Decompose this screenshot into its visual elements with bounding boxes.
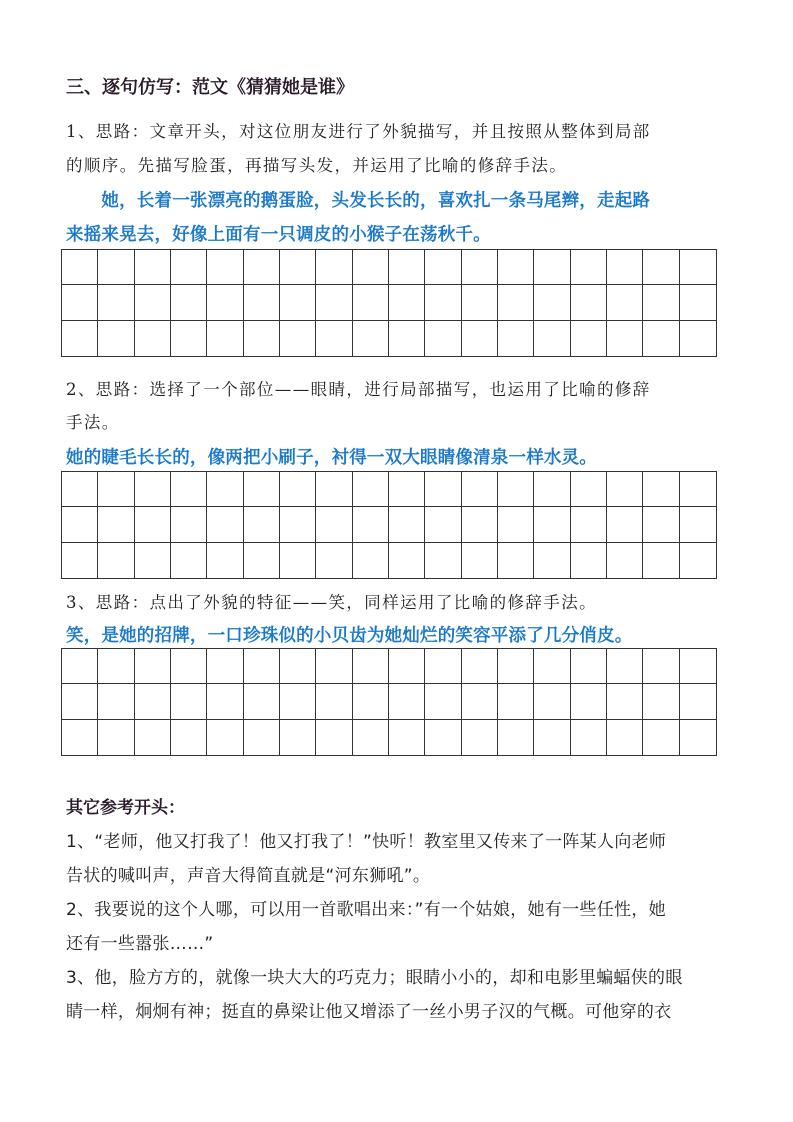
grid-cell[interactable]	[643, 720, 679, 755]
reference-line: 3、他，脸方方的，就像一块大大的巧克力；眼睛小小的，却和电影里蝙蝠侠的眼	[66, 968, 683, 988]
grid-cell[interactable]	[462, 649, 498, 684]
grid-cell[interactable]	[643, 507, 679, 542]
section-title: 三、逐句仿写：范文《猜猜她是谁》	[66, 77, 354, 98]
grid-cell[interactable]	[280, 472, 316, 507]
grid-cell[interactable]	[389, 250, 425, 285]
grid-cell[interactable]	[244, 250, 280, 285]
example-sentence: 她，长着一张漂亮的鹅蛋脸，头发长长的，喜欢扎一条马尾辫，走起路	[66, 191, 651, 211]
grid-cell[interactable]	[316, 649, 352, 684]
grid-cell[interactable]	[534, 684, 570, 719]
grid-cell[interactable]	[98, 285, 134, 320]
grid-cell[interactable]	[135, 321, 171, 356]
grid-cell[interactable]	[607, 507, 643, 542]
grid-cell[interactable]	[425, 285, 461, 320]
example-sentence: 笑，是她的招牌，一口珍珠似的小贝齿为她灿烂的笑容平添了几分俏皮。	[66, 626, 633, 646]
grid-cell[interactable]	[171, 472, 207, 507]
grid-cell[interactable]	[62, 472, 98, 507]
grid-cell[interactable]	[425, 250, 461, 285]
grid-cell[interactable]	[571, 250, 607, 285]
grid-cell[interactable]	[462, 285, 498, 320]
grid-cell[interactable]	[316, 472, 352, 507]
grid-cell[interactable]	[280, 321, 316, 356]
idea-text: 3、思路：点出了外貌的特征——笑，同样运用了比喻的修辞手法。	[66, 593, 597, 612]
grid-cell[interactable]	[680, 720, 716, 755]
grid-cell[interactable]	[643, 684, 679, 719]
grid-cell[interactable]	[135, 684, 171, 719]
grid-cell[interactable]	[462, 321, 498, 356]
grid-cell[interactable]	[643, 321, 679, 356]
grid-cell[interactable]	[607, 250, 643, 285]
grid-cell[interactable]	[280, 684, 316, 719]
grid-cell[interactable]	[353, 684, 389, 719]
grid-cell[interactable]	[98, 720, 134, 755]
grid-cell[interactable]	[571, 507, 607, 542]
grid-cell[interactable]	[353, 321, 389, 356]
grid-cell[interactable]	[280, 720, 316, 755]
grid-cell[interactable]	[62, 507, 98, 542]
reference-line: 1、“老师，他又打我了！他又打我了！”快听！教室里又传来了一阵某人向老师	[66, 832, 667, 852]
grid-cell[interactable]	[244, 321, 280, 356]
grid-cell[interactable]	[62, 649, 98, 684]
grid-cell[interactable]	[207, 507, 243, 542]
grid-cell[interactable]	[353, 472, 389, 507]
grid-cell[interactable]	[389, 507, 425, 542]
writing-grid[interactable]	[61, 249, 717, 357]
grid-cell[interactable]	[389, 543, 425, 578]
grid-cell[interactable]	[207, 285, 243, 320]
grid-cell[interactable]	[98, 507, 134, 542]
grid-cell[interactable]	[643, 472, 679, 507]
grid-cell[interactable]	[425, 649, 461, 684]
grid-cell[interactable]	[353, 250, 389, 285]
grid-cell[interactable]	[62, 321, 98, 356]
grid-cell[interactable]	[244, 507, 280, 542]
grid-cell[interactable]	[680, 250, 716, 285]
grid-cell[interactable]	[244, 649, 280, 684]
grid-cell[interactable]	[498, 684, 534, 719]
grid-cell[interactable]	[62, 285, 98, 320]
grid-cell[interactable]	[534, 321, 570, 356]
grid-cell[interactable]	[571, 543, 607, 578]
grid-cell[interactable]	[534, 507, 570, 542]
grid-cell[interactable]	[571, 472, 607, 507]
grid-cell[interactable]	[462, 250, 498, 285]
grid-cell[interactable]	[207, 321, 243, 356]
grid-cell[interactable]	[680, 472, 716, 507]
grid-cell[interactable]	[462, 507, 498, 542]
grid-cell[interactable]	[389, 720, 425, 755]
grid-cell[interactable]	[316, 321, 352, 356]
grid-cell[interactable]	[98, 649, 134, 684]
grid-cell[interactable]	[135, 285, 171, 320]
grid-cell[interactable]	[280, 543, 316, 578]
grid-cell[interactable]	[62, 720, 98, 755]
grid-cell[interactable]	[607, 285, 643, 320]
grid-cell[interactable]	[171, 507, 207, 542]
grid-cell[interactable]	[207, 250, 243, 285]
grid-cell[interactable]	[207, 684, 243, 719]
grid-cell[interactable]	[498, 649, 534, 684]
grid-cell[interactable]	[607, 649, 643, 684]
grid-cell[interactable]	[389, 321, 425, 356]
grid-cell[interactable]	[316, 250, 352, 285]
grid-cell[interactable]	[171, 720, 207, 755]
grid-cell[interactable]	[425, 321, 461, 356]
grid-cell[interactable]	[316, 543, 352, 578]
grid-cell[interactable]	[135, 543, 171, 578]
idea-text: 手法。	[66, 413, 120, 432]
grid-cell[interactable]	[353, 285, 389, 320]
grid-cell[interactable]	[571, 720, 607, 755]
grid-cell[interactable]	[680, 507, 716, 542]
grid-cell[interactable]	[353, 543, 389, 578]
grid-cell[interactable]	[280, 250, 316, 285]
grid-cell[interactable]	[498, 507, 534, 542]
grid-cell[interactable]	[425, 684, 461, 719]
grid-cell[interactable]	[571, 285, 607, 320]
grid-cell[interactable]	[171, 543, 207, 578]
grid-cell[interactable]	[98, 472, 134, 507]
grid-cell[interactable]	[498, 472, 534, 507]
grid-cell[interactable]	[680, 285, 716, 320]
grid-cell[interactable]	[680, 321, 716, 356]
grid-cell[interactable]	[98, 543, 134, 578]
grid-cell[interactable]	[280, 649, 316, 684]
grid-cell[interactable]	[171, 684, 207, 719]
reference-line: 睛一样，炯炯有神；挺直的鼻梁让他又增添了一丝小男子汉的气概。可他穿的衣	[66, 1002, 672, 1022]
grid-cell[interactable]	[607, 684, 643, 719]
grid-cell[interactable]	[353, 507, 389, 542]
grid-cell[interactable]	[571, 649, 607, 684]
references-title: 其它参考开头：	[66, 798, 185, 818]
grid-cell[interactable]	[207, 543, 243, 578]
grid-cell[interactable]	[207, 472, 243, 507]
grid-cell[interactable]	[244, 720, 280, 755]
grid-cell[interactable]	[389, 285, 425, 320]
grid-cell[interactable]	[389, 684, 425, 719]
grid-cell[interactable]	[534, 250, 570, 285]
grid-cell[interactable]	[135, 720, 171, 755]
grid-cell[interactable]	[62, 684, 98, 719]
grid-cell[interactable]	[98, 250, 134, 285]
grid-cell[interactable]	[534, 720, 570, 755]
grid-cell[interactable]	[98, 684, 134, 719]
grid-cell[interactable]	[571, 321, 607, 356]
idea-text: 1、思路：文章开头，对这位朋友进行了外貌描写，并且按照从整体到局部	[66, 122, 651, 141]
grid-cell[interactable]	[680, 649, 716, 684]
idea-text: 2、思路：选择了一个部位——眼睛，进行局部描写，也运用了比喻的修辞	[66, 380, 651, 399]
grid-cell[interactable]	[135, 507, 171, 542]
grid-cell[interactable]	[135, 649, 171, 684]
grid-cell[interactable]	[171, 285, 207, 320]
grid-cell[interactable]	[280, 507, 316, 542]
writing-grid[interactable]	[61, 471, 717, 579]
grid-cell[interactable]	[316, 720, 352, 755]
idea-text: 的顺序。先描写脸蛋，再描写头发，并运用了比喻的修辞手法。	[66, 156, 568, 175]
grid-cell[interactable]	[280, 285, 316, 320]
grid-cell[interactable]	[425, 507, 461, 542]
grid-cell[interactable]	[389, 649, 425, 684]
grid-cell[interactable]	[643, 285, 679, 320]
grid-cell[interactable]	[62, 250, 98, 285]
grid-cell[interactable]	[498, 321, 534, 356]
grid-cell[interactable]	[462, 543, 498, 578]
grid-cell[interactable]	[425, 472, 461, 507]
writing-grid[interactable]	[61, 648, 717, 756]
grid-cell[interactable]	[462, 684, 498, 719]
example-sentence: 她的睫毛长长的，像两把小刷子，衬得一双大眼睛像清泉一样水灵。	[66, 448, 597, 468]
grid-cell[interactable]	[534, 285, 570, 320]
grid-cell[interactable]	[353, 649, 389, 684]
grid-cell[interactable]	[680, 543, 716, 578]
grid-cell[interactable]	[643, 250, 679, 285]
grid-cell[interactable]	[135, 250, 171, 285]
grid-cell[interactable]	[389, 472, 425, 507]
grid-cell[interactable]	[171, 250, 207, 285]
reference-line: 告状的喊叫声，声音大得简直就是“河东狮吼”。	[66, 866, 431, 886]
grid-cell[interactable]	[316, 285, 352, 320]
grid-cell[interactable]	[244, 285, 280, 320]
grid-cell[interactable]	[534, 649, 570, 684]
grid-cell[interactable]	[534, 543, 570, 578]
grid-cell[interactable]	[680, 684, 716, 719]
grid-cell[interactable]	[98, 321, 134, 356]
grid-cell[interactable]	[207, 649, 243, 684]
grid-cell[interactable]	[353, 720, 389, 755]
grid-cell[interactable]	[498, 285, 534, 320]
grid-cell[interactable]	[462, 720, 498, 755]
grid-cell[interactable]	[571, 684, 607, 719]
grid-cell[interactable]	[534, 472, 570, 507]
grid-cell[interactable]	[607, 720, 643, 755]
grid-cell[interactable]	[207, 720, 243, 755]
grid-cell[interactable]	[498, 250, 534, 285]
grid-cell[interactable]	[244, 684, 280, 719]
grid-cell[interactable]	[62, 543, 98, 578]
reference-line: 2、我要说的这个人哪，可以用一首歌唱出来：”有一个姑娘，她有一些任性，她	[66, 900, 666, 920]
grid-cell[interactable]	[462, 472, 498, 507]
grid-cell[interactable]	[135, 472, 171, 507]
grid-cell[interactable]	[607, 472, 643, 507]
reference-line: 还有一些嚣张……”	[66, 934, 214, 954]
grid-cell[interactable]	[643, 543, 679, 578]
grid-cell[interactable]	[244, 472, 280, 507]
grid-cell[interactable]	[643, 649, 679, 684]
grid-cell[interactable]	[171, 321, 207, 356]
grid-cell[interactable]	[607, 543, 643, 578]
grid-cell[interactable]	[244, 543, 280, 578]
grid-cell[interactable]	[498, 720, 534, 755]
grid-cell[interactable]	[316, 507, 352, 542]
grid-cell[interactable]	[425, 543, 461, 578]
grid-cell[interactable]	[316, 684, 352, 719]
grid-cell[interactable]	[607, 321, 643, 356]
grid-cell[interactable]	[171, 649, 207, 684]
grid-cell[interactable]	[425, 720, 461, 755]
grid-cell[interactable]	[498, 543, 534, 578]
example-sentence: 来摇来晃去，好像上面有一只调皮的小猴子在荡秋千。	[66, 225, 491, 245]
